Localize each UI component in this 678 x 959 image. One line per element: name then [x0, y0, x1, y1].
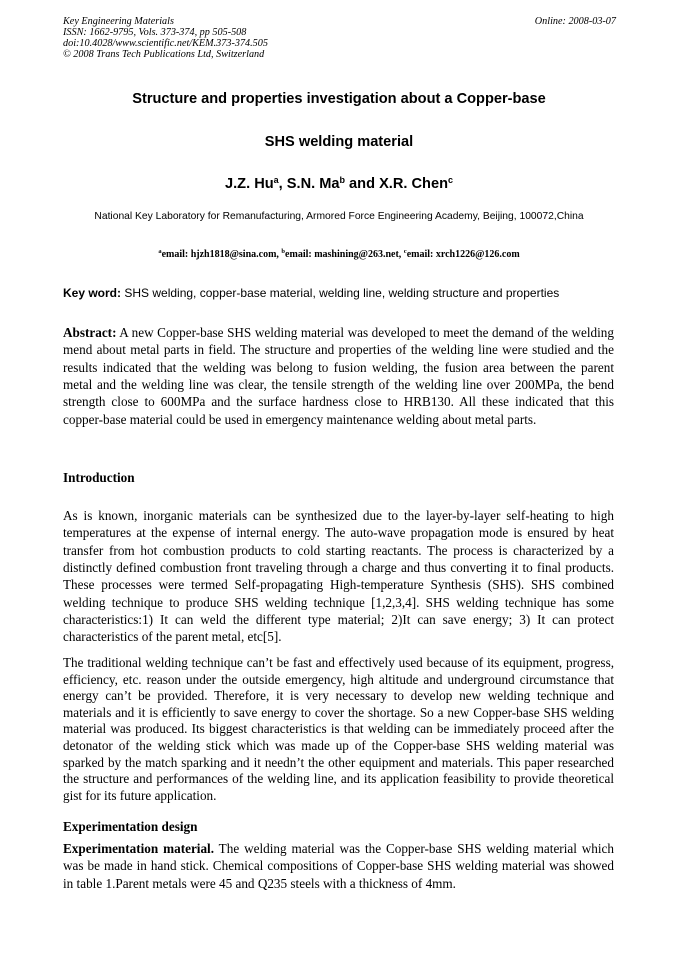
email-text: email: xrch1226@126.com — [406, 249, 520, 260]
affiliation-marker: a — [273, 175, 279, 185]
abstract-text: A new Copper-base SHS welding material was developed to meet the demand of the welding mend about metal parts in field. The structure and properties of the welding line were studied and the results indicated that the welding was belong to fusion welding, the fusion area between the parent metal and the welding line was clear, the tensile strength of the welding line over 200MPa, the bend strength close to 600MPa and the surface hardness close to HRB130. All these indicated that this copper-base material could be used in emergency maintenance welding about metal parts. — [63, 325, 614, 427]
abstract — [63, 324, 614, 428]
copyright-line: © 2008 Trans Tech Publications Ltd, Switzerland — [63, 49, 265, 60]
affiliation-marker: b — [339, 175, 345, 185]
online-date: Online: 2008-03-07 — [534, 16, 616, 27]
experimentation-paragraph — [63, 840, 614, 892]
author-name: X.R. Chen — [379, 176, 448, 192]
keywords — [63, 286, 623, 301]
doi-line: doi:10.4028/www.scientific.net/KEM.373-374.505 — [63, 38, 268, 49]
abstract-label: Abstract: — [63, 325, 117, 340]
experimentation-label: Experimentation material. — [63, 841, 215, 856]
email-marker: a — [158, 248, 162, 255]
author-separator: , — [278, 176, 287, 192]
paper-title-line-2: SHS welding material — [264, 134, 414, 150]
affiliation: National Key Laboratory for Remanufacturing, Armored Force Engineering Academy, Beijing, 100072,China — [94, 211, 584, 222]
section-heading-introduction: Introduction — [63, 470, 135, 485]
paper-title-line-1: Structure and properties investigation about a Copper-base — [132, 91, 546, 107]
keywords-text: SHS welding, copper-base material, welding line, welding structure and properties — [121, 286, 560, 300]
author-list — [40, 175, 638, 193]
keywords-label: Key word: — [63, 286, 122, 300]
email-text: email: hjzh1818@sina.com, — [161, 249, 282, 260]
email-text: email: mashining@263.net, — [285, 249, 404, 260]
experimentation-text: The welding material was the Copper-base SHS welding material which was be made in hand stick. Chemical compositions of Copper-base SHS welding material was showed in table 1.Parent metals were 45 and Q235 steels with a thickness of 4mm. — [63, 841, 614, 891]
section-heading-experimentation: Experimentation design — [63, 819, 198, 834]
journal-header — [63, 16, 268, 60]
email-marker: b — [281, 248, 286, 255]
author-emails — [40, 248, 638, 261]
introduction-paragraph-1: As is known, inorganic materials can be synthesized due to the layer-by-layer self-heating to high temperatures at the expense of internal energy. The auto-wave propagation mode is ensured by heat transfer from hot combustion products to cold starting reactants. The process is characterized by a distinctly defined combustion front traveling through a charge and thus converting it to final products. These processes were termed Self-propagating High-temperature Synthesis (SHS). SHS combined welding technique to produce SHS welding technique [1,2,3,4]. SHS welding technique has some characteristics:1) It can weld the different type material; 2)It can save energy; 3) It can protect characteristics of the parent metal, etc[5]. — [63, 508, 614, 645]
journal-name: Key Engineering Materials — [63, 16, 174, 27]
affiliation-marker: c — [447, 175, 453, 185]
author-name: J.Z. Hu — [225, 176, 274, 192]
author-separator: and — [345, 176, 380, 192]
author-name: S.N. Ma — [286, 176, 340, 192]
email-marker: c — [403, 248, 407, 255]
introduction-paragraph-2: The traditional welding technique can’t be fast and effectively used because of its equipment, progress, efficiency, etc. reason under the outside emergency, high altitude and underground circumstance that energy can’t be provided. Therefore, it is very necessary to develop new welding technique and materials and it is efficiently to save energy to cover the shortage. So a new Copper-base SHS welding material was produced. Its biggest characteristics is that welding can be immediately proceed after the detonator of the welding stick which was made up of the Copper-base SHS welding material was sparked by the match sparking and it needn’t the other equipment and materials. This paper researched the structure and performances of the welding line, and its application feasibility to provide theoretical gist for its future application. — [63, 655, 614, 803]
issn-line: ISSN: 1662-9795, Vols. 373-374, pp 505-508 — [63, 27, 247, 38]
